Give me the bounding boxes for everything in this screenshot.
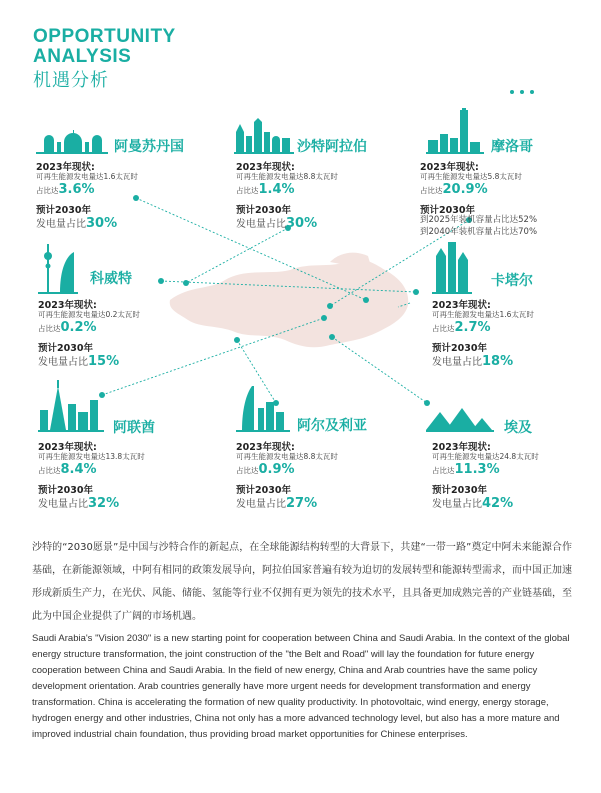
current-value: 3.6% bbox=[58, 182, 95, 197]
current-label: 2023年现状: bbox=[236, 442, 295, 453]
current-share: 占比达20.9% bbox=[420, 182, 488, 197]
kuwait-towers-icon bbox=[38, 240, 78, 294]
forecast-share: 发电量占比30% bbox=[36, 216, 118, 231]
current-share: 占比达11.3% bbox=[432, 462, 500, 477]
country-name: 科威特 bbox=[90, 271, 132, 287]
forecast-line2: 到2040年装机容量占比达70% bbox=[420, 227, 538, 237]
forecast-label: 预计2030年 bbox=[432, 485, 487, 496]
current-share: 占比达8.4% bbox=[38, 462, 97, 477]
current-share: 占比达3.6% bbox=[36, 182, 95, 197]
current-value: 20.9% bbox=[442, 182, 488, 197]
current-desc: 可再生能源发电量达8.8太瓦时 bbox=[236, 452, 338, 461]
forecast-line1: 到2025年装机容量占比达52% bbox=[420, 215, 538, 225]
country-name: 阿尔及利亚 bbox=[297, 418, 367, 434]
current-label: 2023年现状: bbox=[38, 300, 97, 311]
current-share: 占比达0.9% bbox=[236, 462, 295, 477]
current-value: 0.2% bbox=[60, 320, 97, 335]
forecast-label: 预计2030年 bbox=[38, 343, 93, 354]
forecast-value: 15% bbox=[88, 354, 120, 369]
current-share: 占比达2.7% bbox=[432, 320, 491, 335]
current-share: 占比达0.2% bbox=[38, 320, 97, 335]
forecast-share: 发电量占比42% bbox=[432, 496, 514, 511]
current-value: 11.3% bbox=[454, 462, 500, 477]
title-en-line2: ANALYSIS bbox=[33, 46, 132, 67]
forecast-label: 预计2030年 bbox=[236, 485, 291, 496]
current-value: 2.7% bbox=[454, 320, 491, 335]
current-desc: 可再生能源发电量达5.8太瓦时 bbox=[420, 172, 522, 181]
current-label: 2023年现状: bbox=[36, 162, 95, 173]
current-label: 2023年现状: bbox=[432, 300, 491, 311]
pyramids-icon bbox=[426, 406, 494, 432]
current-value: 0.9% bbox=[258, 462, 295, 477]
country-name: 卡塔尔 bbox=[491, 273, 533, 289]
forecast-share: 发电量占比27% bbox=[236, 496, 318, 511]
country-name: 摩洛哥 bbox=[491, 139, 533, 155]
current-label: 2023年现状: bbox=[38, 442, 97, 453]
forecast-value: 30% bbox=[286, 216, 318, 231]
current-desc: 可再生能源发电量达13.8太瓦时 bbox=[38, 452, 145, 461]
current-label: 2023年现状: bbox=[420, 162, 479, 173]
tower-icon bbox=[426, 108, 484, 154]
skyscraper-icon bbox=[432, 242, 472, 294]
domed-palace-icon bbox=[36, 128, 108, 154]
forecast-value: 42% bbox=[482, 496, 514, 511]
current-desc: 可再生能源发电量达1.6太瓦时 bbox=[432, 310, 534, 319]
forecast-value: 32% bbox=[88, 496, 120, 511]
current-value: 1.4% bbox=[258, 182, 295, 197]
current-desc: 可再生能源发电量达8.8太瓦时 bbox=[236, 172, 338, 181]
forecast-label: 预计2030年 bbox=[420, 205, 475, 216]
current-desc: 可再生能源发电量达24.8太瓦时 bbox=[432, 452, 539, 461]
country-name: 沙特阿拉伯 bbox=[297, 139, 367, 155]
forecast-share: 发电量占比30% bbox=[236, 216, 318, 231]
country-name: 阿联酋 bbox=[113, 420, 155, 436]
current-value: 8.4% bbox=[60, 462, 97, 477]
forecast-value: 18% bbox=[482, 354, 514, 369]
current-desc: 可再生能源发电量达0.2太瓦时 bbox=[38, 310, 140, 319]
body-text-english: Saudi Arabia's "Vision 2030" is a new starting point for cooperation between China and Saudi Arabia. In the context of the global energy structure transformation, the joint construction of the "the Belt and Road" will lay the foundation for future energy cooperation between China and Saudi Arabia. In the field of new energy, China and Arab countries have the same policy development orientation. Arab countries generally have more urgent needs for development transformation and energy transformation. China is accelerating the formation of new quality productivity. In photovoltaic, wind energy, energy storage, hydrogen energy and other industries, China not only has a more advanced technology level, but also has a more mature and improved industrial chain foundation, thus providing broad market opportunities for Chinese enterprises. bbox=[32, 633, 570, 740]
title-en-line1: OPPORTUNITY bbox=[33, 26, 176, 47]
forecast-label: 预计2030年 bbox=[432, 343, 487, 354]
current-share: 占比达1.4% bbox=[236, 182, 295, 197]
forecast-label: 预计2030年 bbox=[36, 205, 91, 216]
forecast-share: 发电量占比15% bbox=[38, 354, 120, 369]
forecast-label: 预计2030年 bbox=[38, 485, 93, 496]
forecast-label: 预计2030年 bbox=[236, 205, 291, 216]
current-label: 2023年现状: bbox=[236, 162, 295, 173]
country-name: 埃及 bbox=[504, 420, 532, 436]
forecast-share: 发电量占比18% bbox=[432, 354, 514, 369]
current-label: 2023年现状: bbox=[432, 442, 491, 453]
body-text-chinese: 沙特的“2030愿景”是中国与沙特合作的新起点，在全球能源结构转型的大背景下，共建“一带一路”奠定中阿未来能源合作基础，在新能源领域，中阿有相同的政策发展导向，阿拉伯国家普遍有较为迫切的发展转型和能源转型需求，而中国正加速形成新质生产力，在光伏、风能、储能、氢能等行业不仅拥有更为领先的技术水平，且具备更加成熟完善的产业链基础，至此为中国企业提供了广阔的市场机遇。 bbox=[32, 542, 572, 622]
burj-icon bbox=[236, 386, 290, 432]
title-cn: 机遇分析 bbox=[33, 70, 109, 91]
forecast-value: 30% bbox=[86, 216, 118, 231]
current-desc: 可再生能源发电量达1.6太瓦时 bbox=[36, 172, 138, 181]
forecast-value: 27% bbox=[286, 496, 318, 511]
country-name: 阿曼苏丹国 bbox=[114, 139, 184, 155]
forecast-share: 发电量占比32% bbox=[38, 496, 120, 511]
skyline-icon bbox=[234, 118, 294, 154]
city-icon bbox=[38, 380, 104, 432]
